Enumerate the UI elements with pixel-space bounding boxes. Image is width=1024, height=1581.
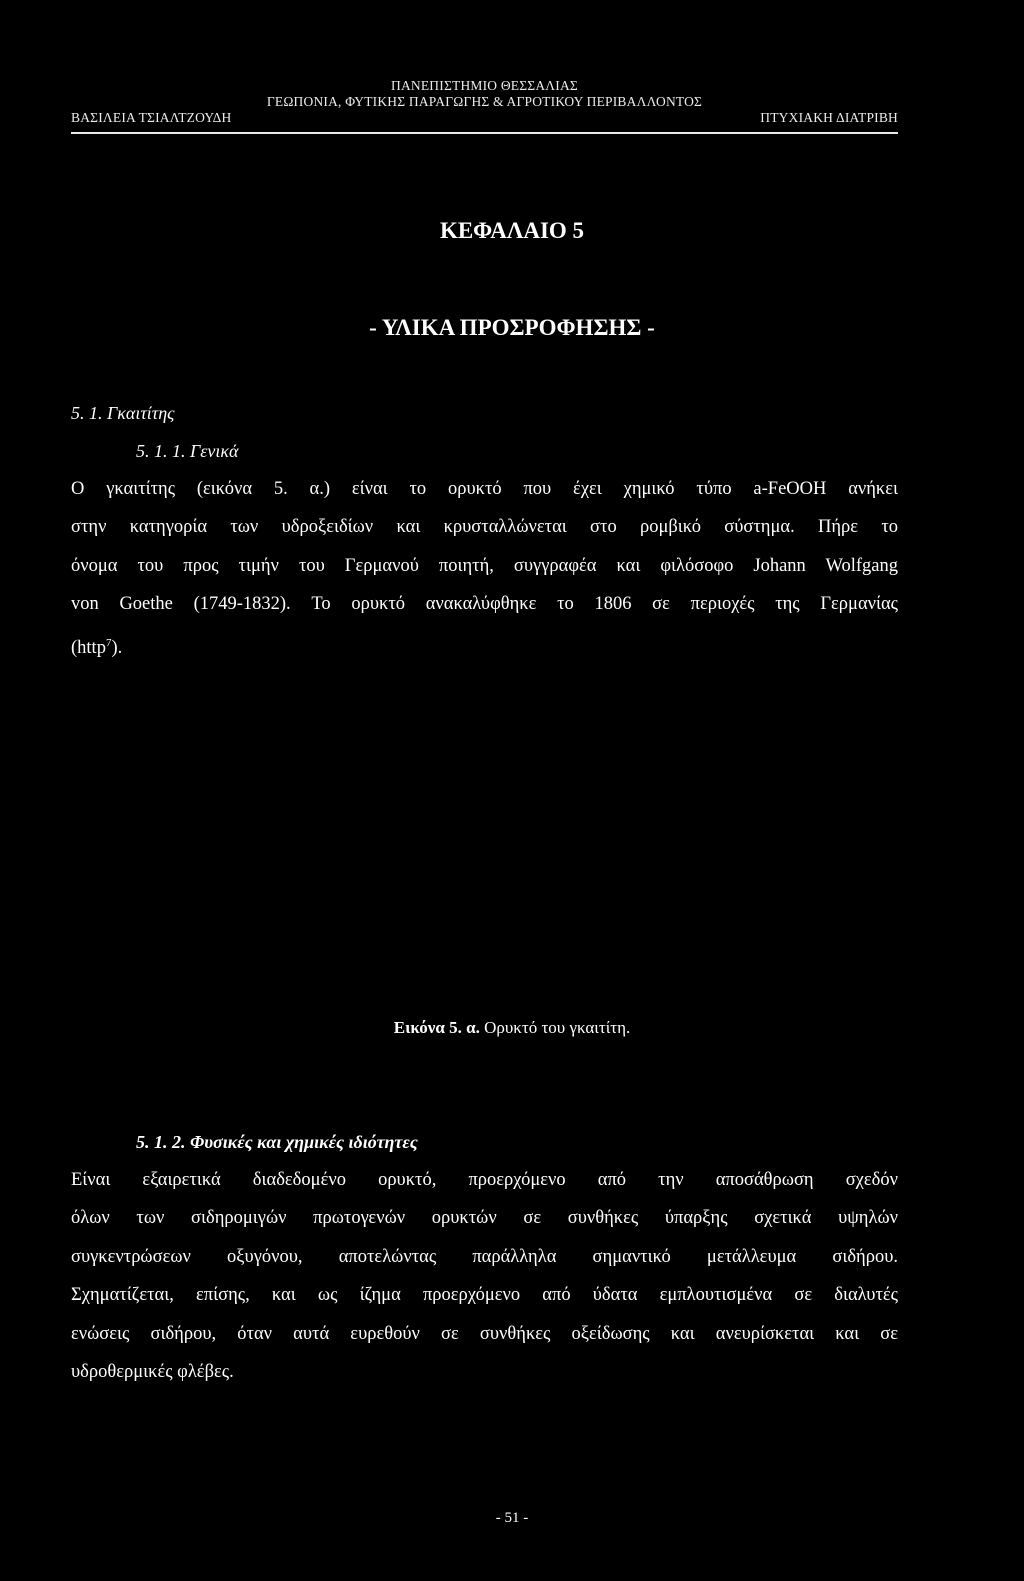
paragraph-line: όνομα του προς τιμήν του Γερμανού ποιητή, συγγραφέα και φιλόσοφο Johann Wolfgang (71, 555, 898, 576)
figure-caption (0, 1018, 1024, 1038)
figure-image-placeholder (71, 690, 898, 990)
paragraph-line: Ο γκαιτίτης (εικόνα 5. α.) είναι το ορυκτό που έχει χημικό τύπο a-FeOOH ανήκει (71, 479, 898, 499)
chapter-title: ΚΕΦΑΛΑΙΟ 5 (439, 218, 585, 243)
paragraph-line: Σχηματίζεται, επίσης, και ως ίζημα προερχόμενο από ύδατα εμπλουτισμένα σε διαλυτές (71, 1285, 898, 1306)
header-university: ΠΑΝΕΠΙΣΤΗΜΙΟ ΘΕΣΣΑΛΙΑΣ (391, 78, 578, 93)
paragraph-line: συγκεντρώσεων οξυγόνου, αποτελώντας παράλληλα σημαντικό μετάλλευμα σιδήρου. (71, 1246, 898, 1267)
caption-label: Εικόνα 5. α. (393, 1018, 480, 1037)
paragraph-line: όλων των σιδηρομιγών πρωτογενών ορυκτών σε συνθήκες ύπαρξης σχετικά υψηλών (71, 1208, 898, 1229)
header-row (71, 110, 898, 126)
header-doc-type: ΠΤΥΧΙΑΚΗ ΔΙΑΤΡΙΒΗ (760, 110, 898, 125)
citation-close: ). (111, 637, 123, 658)
page-number: - 51 - (495, 1510, 529, 1526)
paragraph-line: Είναι εξαιρετικά διαδεδομένο ορυκτό, προερχόμενο από την αποσάθρωση σχεδόν (71, 1170, 898, 1190)
citation-superscript: 7 (105, 636, 112, 649)
citation-text: (http (71, 637, 106, 658)
section-heading-general: 5. 1. 1. Γενικά (136, 441, 239, 461)
section-heading-properties: 5. 1. 2. Φυσικές και χημικές ιδιότητες (136, 1132, 418, 1152)
header-divider (71, 132, 898, 134)
paragraph-line-last (71, 624, 898, 668)
paragraph-line: von Goethe (1749-1832). Το ορυκτό ανακαλύφθηκε το 1806 σε περιοχές της Γερμανίας (71, 594, 898, 615)
header-author: ΒΑΣΙΛΕΙΑ ΤΣΙΑΛΤΖΟΥΔΗ (71, 110, 232, 125)
section-heading-goethite: 5. 1. Γκαιτίτης (71, 403, 175, 423)
paragraph-line: στην κατηγορία των υδροξειδίων και κρυσταλλώνεται στο ρομβικό σύστημα. Πήρε το (71, 517, 898, 538)
header-department: ΓΕΩΠΟΝΙΑ, ΦΥΤΙΚΗΣ ΠΑΡΑΓΩΓΗΣ & ΑΓΡΟΤΙΚΟΥ ΠΕΡΙΒΑΛΛΟΝΤΟΣ (266, 94, 703, 109)
paragraph-line-last: υδροθερμικές φλέβες. (71, 1362, 234, 1383)
paragraph-general (71, 470, 898, 667)
caption-text: Ορυκτό του γκαιτίτη. (484, 1018, 631, 1037)
chapter-subtitle: - ΥΛΙΚΑ ΠΡΟΣΡΟΦΗΣΗΣ - (369, 315, 655, 340)
paragraph-line: ενώσεις σιδήρου, όταν αυτά ευρεθούν σε συνθήκες οξείδωσης και ανευρίσκεται και σε (71, 1323, 898, 1344)
paragraph-properties (71, 1161, 898, 1391)
